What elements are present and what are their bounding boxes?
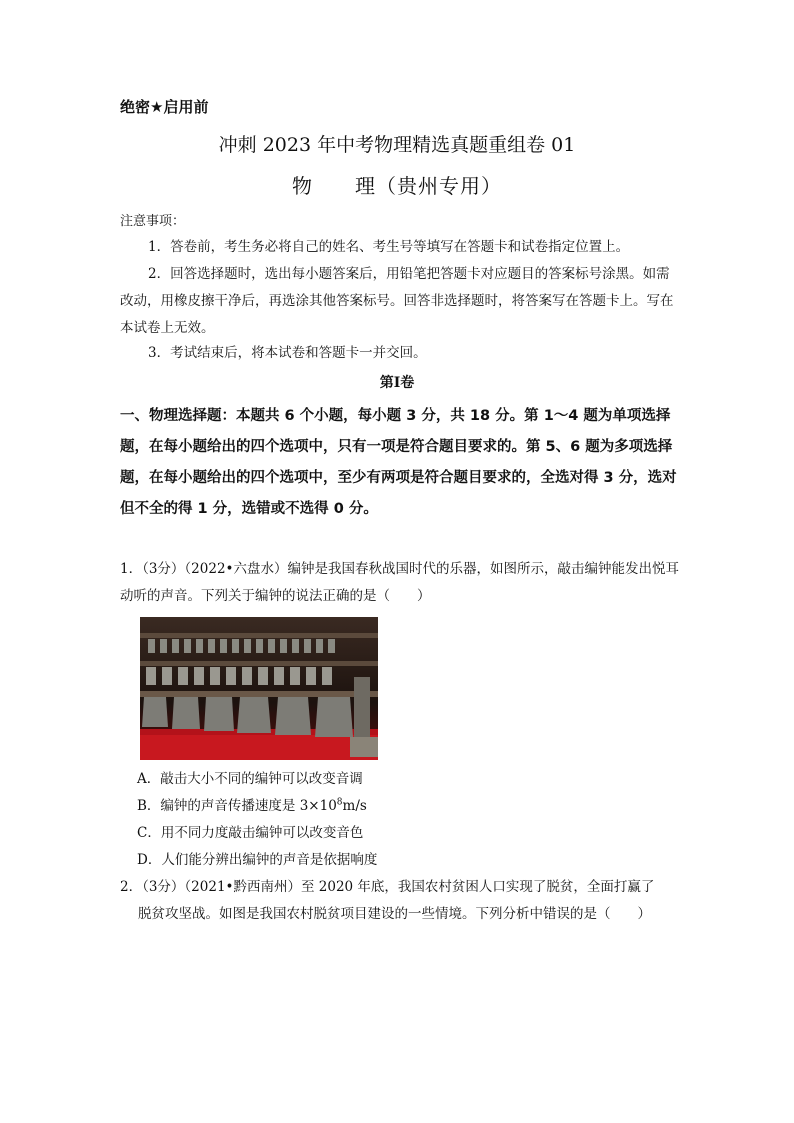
- option-b-text: B．编钟的声音传播速度是 3×10: [137, 798, 337, 814]
- option-b-unit: m/s: [342, 798, 367, 814]
- question-1-stem: 1．（3分）（2022•六盘水）编钟是我国春秋战国时代的乐器，如图所示，敲击编钟能发出悦耳动听的声音。下列关于编钟的说法正确的是（ ）: [120, 561, 679, 604]
- question-2-stem: [120, 874, 680, 928]
- question-2-line1: 2．（3分）（2021•黔西南州）至 2020 年底，我国农村贫困人口实现了脱贫，全面打赢了: [120, 879, 655, 895]
- question-2-line2: 脱贫攻坚战。如图是我国农村脱贫项目建设的一些情境。下列分析中错误的是（ ）: [138, 906, 651, 922]
- option-b: [137, 794, 367, 814]
- section-heading: 一、物理选择题：本题共 6 个小题，每小题 3 分，共 18 分。第 1～4 题为单项选择题，在每小题给出的四个选项中，只有一项是符合题目要求的。第 5、6 题为多项选择题，在每小题给出的四个选项中，至少有两项是符合题目要求的，全选对得 3 分，选对但不全的得 1 分，选错或不选得 0 分。: [120, 408, 677, 517]
- option-b-exponent: 8: [336, 797, 343, 808]
- exam-subtitle: 物 理（贵州专用）: [292, 174, 502, 198]
- bells-illustration: [140, 617, 378, 760]
- volume-label: 第Ⅰ卷: [379, 375, 415, 391]
- bianzhong-bells-photo: [140, 617, 378, 760]
- option-a: A．敲击大小不同的编钟可以改变音调: [137, 771, 363, 787]
- option-d: D．人们能分辨出编钟的声音是依据响度: [137, 852, 378, 868]
- notes-heading: 注意事项：: [120, 214, 186, 229]
- confidential-label: 绝密★启用前: [120, 98, 209, 116]
- note-item: 1．答卷前，考生务必将自己的姓名、考生号等填写在答题卡和试卷指定位置上。: [148, 239, 630, 255]
- note-item: 3．考试结束后，将本试卷和答题卡一并交回。: [148, 345, 427, 361]
- note-item: 2．回答选择题时，选出每小题答案后，用铅笔把答题卡对应题目的答案标号涂黑。如需改动，用橡皮擦干净后，再选涂其他答案标号。回答非选择题时，将答案写在答题卡上。写在本试卷上无效。: [120, 266, 674, 336]
- exam-title: 冲刺 2023 年中考物理精选真题重组卷 01: [218, 134, 576, 156]
- option-c: C．用不同力度敲击编钟可以改变音色: [137, 825, 364, 841]
